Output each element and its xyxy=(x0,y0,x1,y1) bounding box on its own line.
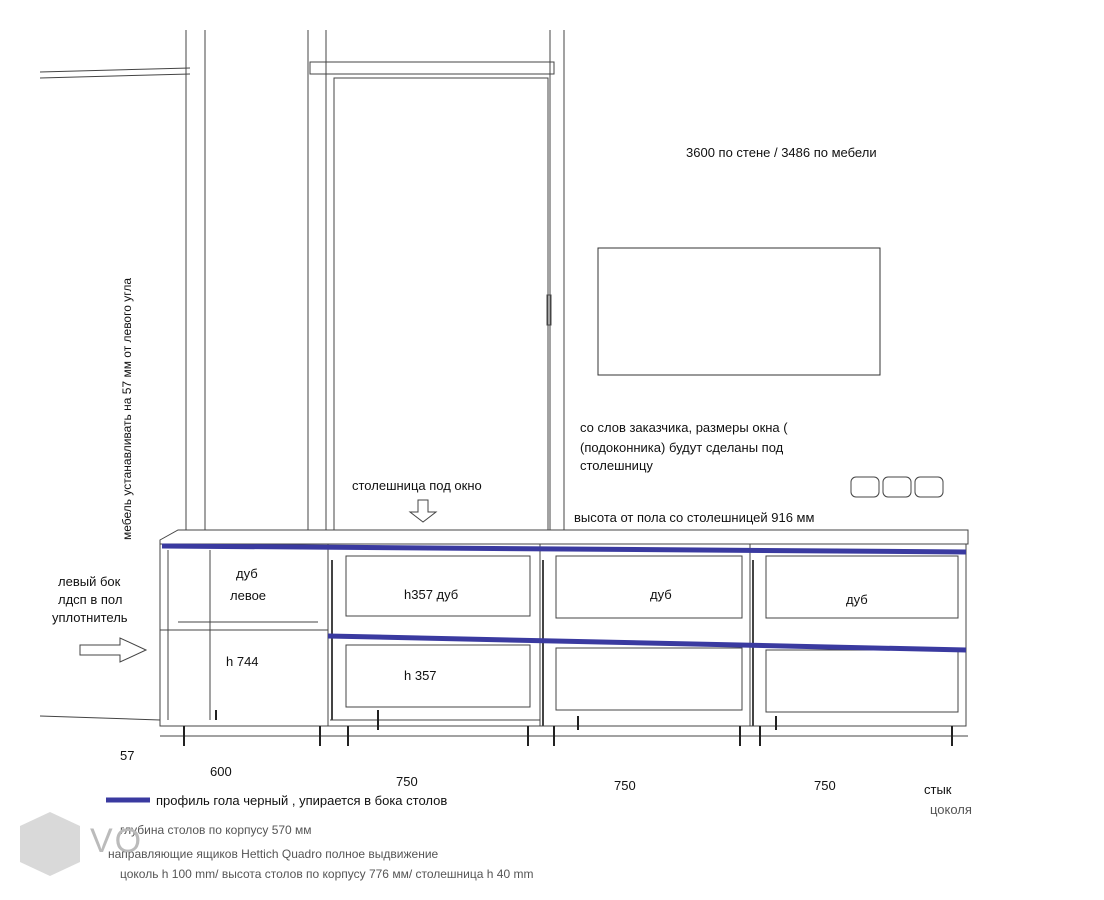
cabinet-4-material: дуб xyxy=(846,592,868,607)
wall-length-note: 3600 по стене / 3486 по мебели xyxy=(686,145,877,160)
countertop xyxy=(160,530,968,544)
vertical-install-note: мебель устанавливать на 57 мм от левого угла xyxy=(120,277,134,540)
legend-profile: профиль гола черный , упирается в бока столов xyxy=(156,793,448,808)
socket xyxy=(915,477,943,497)
wall-line xyxy=(40,74,190,78)
dim-width-3: 750 xyxy=(614,778,636,793)
joint-2: цоколя xyxy=(930,802,972,817)
countertop-under-window: столешница под окно xyxy=(352,478,482,493)
socket xyxy=(851,477,879,497)
left-side-1: левый бок xyxy=(58,574,121,589)
door-panel xyxy=(334,78,548,530)
logo-hexagon xyxy=(20,812,80,876)
customer-note-3: столешницу xyxy=(580,458,653,473)
arrow-down xyxy=(410,500,436,522)
dim-width-1: 600 xyxy=(210,764,232,779)
customer-note-2: (подоконника) будут сделаны под xyxy=(580,440,784,455)
logo-text: VO xyxy=(90,822,144,860)
dim-width-2: 750 xyxy=(396,774,418,789)
legs xyxy=(184,710,952,746)
floor-line xyxy=(40,716,160,720)
cabinet-4 xyxy=(750,544,966,726)
cabinet-2-top: h357 дуб xyxy=(404,587,459,602)
window xyxy=(598,248,880,375)
wall-line xyxy=(40,68,190,72)
cabinet-3 xyxy=(540,544,750,726)
cabinet-2-bottom: h 357 xyxy=(404,668,437,683)
cabinet-1-door: левое xyxy=(230,588,267,603)
socket xyxy=(883,477,911,497)
cabinet-1-material: дуб xyxy=(236,566,258,581)
cabinet-1-height: h 744 xyxy=(226,654,259,669)
left-side-2: лдсп в пол xyxy=(58,592,123,607)
dim-width-4: 750 xyxy=(814,778,836,793)
joint-1: стык xyxy=(924,782,952,797)
customer-note-1: со слов заказчика, размеры окна ( xyxy=(580,420,788,435)
left-side-3: уплотнитель xyxy=(52,610,128,625)
spec-plinth: цоколь h 100 mm/ высота столов по корпусу 776 мм/ столешница h 40 mm xyxy=(120,867,534,881)
height-from-floor: высота от пола со столешницей 916 мм xyxy=(574,510,815,525)
dim-offset: 57 xyxy=(120,748,135,763)
arrow-right xyxy=(80,638,146,662)
cabinet-3-material: дуб xyxy=(650,587,672,602)
spec-guides: направляющие ящиков Hettich Quadro полное выдвижение xyxy=(108,847,439,861)
spec-depth: глубина столов по корпусу 570 мм xyxy=(120,823,312,837)
